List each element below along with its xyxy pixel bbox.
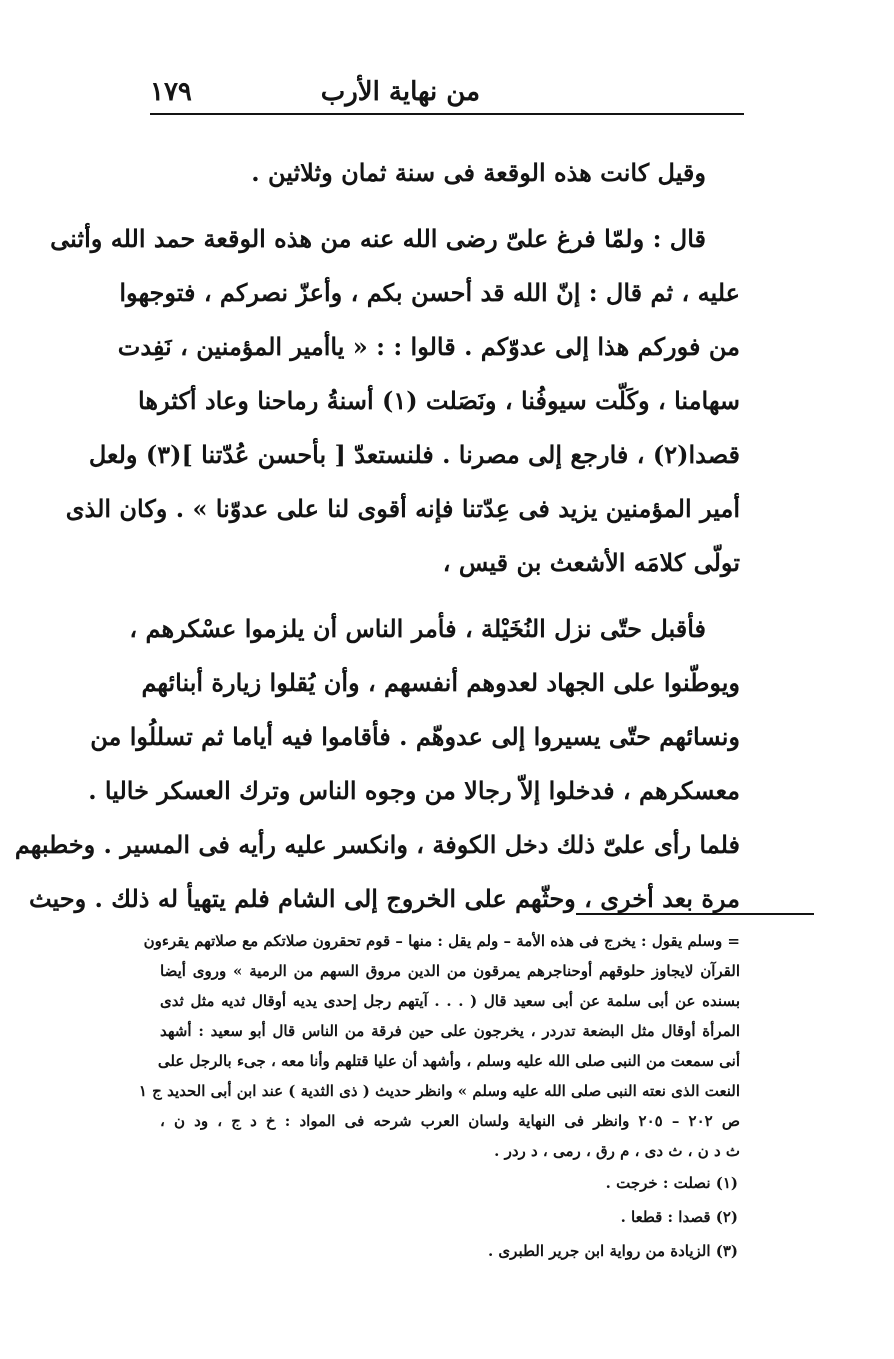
footnotes: [138, 926, 740, 1268]
footnote-1: (١) نصلت : خرجت .: [605, 1174, 738, 1192]
footnote-line: النعت الذى نعته النبى صلى الله عليه وسلم » وانظر حديث ( ذى الثدية ) عند ابن أبى الحديد ج ١: [138, 1082, 740, 1100]
text-line: من فوركم هذا إلى عدوّكم . قالوا : : « ياأمير المؤمنين ، نَفِدت: [117, 332, 740, 361]
text-line: تولّى كلامَه الأشعث بن قيس ،: [442, 548, 740, 577]
footnote-line: القرآن لايجاوز حلوقهم أوحناجرهم يمرقون من الدين مروق السهم من الرمية » وروى أيضا: [160, 962, 740, 980]
footnote-line: = وسلم يقول : يخرج فى هذه الأمة – ولم يقل : منها – قوم تحقرون صلاتكم مع صلاتهم يقرءون: [143, 932, 740, 950]
text-line: ونسائهم حتّى يسيروا إلى عدوهّم . فأقاموا فيه أياما ثم تسللُوا من: [90, 722, 740, 751]
footnote-line: ص ٢٠٢ – ٢٠٥ وانظر فى النهاية ولسان العرب شرحه فى المواد : خ د ج ، ود ن ،: [160, 1112, 740, 1130]
text-line: فأقبل حتّى نزل النُخَيْلة ، فأمر الناس أن يلزموا عسْكرهم ،: [129, 614, 706, 643]
footnote-3: (٣) الزيادة من رواية ابن جرير الطبرى .: [487, 1242, 738, 1260]
text-line: أمير المؤمنين يزيد فى عِدّتنا فإنه أقوى لنا على عدوّنا » . وكان الذى: [65, 494, 740, 523]
header-rule: [150, 113, 744, 115]
footnote-2: (٢) قصدا : قطعا .: [620, 1208, 738, 1226]
text-line: قصدا(٢) ، فارجع إلى مصرنا . فلنستعدّ [ بأحسن عُدّتنا ](٣) ولعل: [88, 440, 740, 469]
text-line: معسكرهم ، فدخلوا إلاّ رجالا من وجوه الناس وترك العسكر خاليا .: [88, 776, 740, 805]
footnote-rule: [576, 913, 814, 915]
page-header: [150, 72, 742, 112]
text-line: سهامنا ، وكَلّت سيوفُنا ، ونَصَلت (١) أسنةُ رماحنا وعاد أكثرها: [138, 386, 740, 415]
footnote-line: المرأة أوقال مثل البضعة تدردر ، يخرجون على حين فرقة من الناس قال أبو سعيد : أشهد: [160, 1022, 740, 1040]
text-line: مرة بعد أخرى ، وحثّهم على الخروج إلى الشام فلم يتهيأ له ذلك . وحيث: [28, 884, 740, 913]
page-number: ١٧٩: [150, 77, 192, 107]
footnote-line: ث د ن ، ث دى ، م رق ، رمى ، د ردر .: [494, 1142, 740, 1160]
text-line: ويوطّنوا على الجهاد لعدوهم أنفسهم ، وأن يُقلوا زيارة أبنائهم: [141, 668, 740, 697]
text-line: وقيل كانت هذه الوقعة فى سنة ثمان وثلاثين .: [251, 158, 706, 187]
text-line: فلما رأى علىّ ذلك دخل الكوفة ، وانكسر عليه رأيه فى المسير . وخطبهم: [14, 830, 740, 859]
running-title: من نهاية الأرب: [320, 77, 480, 107]
footnote-line: بسنده عن أبى سلمة عن أبى سعيد قال ( . . . آيتهم رجل إحدى يديه أوقال ثديه مثل ثدى: [160, 992, 740, 1010]
text-line: قال : ولمّا فرغ علىّ رضى الله عنه من هذه الوقعة حمد الله وأثنى: [50, 224, 706, 253]
footnote-line: أنى سمعت من النبى صلى الله عليه وسلم ، وأشهد أن عليا قتلهم وأنا معه ، جىء بالرجل على: [157, 1052, 740, 1070]
main-text: [14, 146, 740, 926]
text-line: عليه ، ثم قال : إنّ الله قد أحسن بكم ، وأعزّ نصركم ، فتوجهوا: [119, 278, 740, 307]
